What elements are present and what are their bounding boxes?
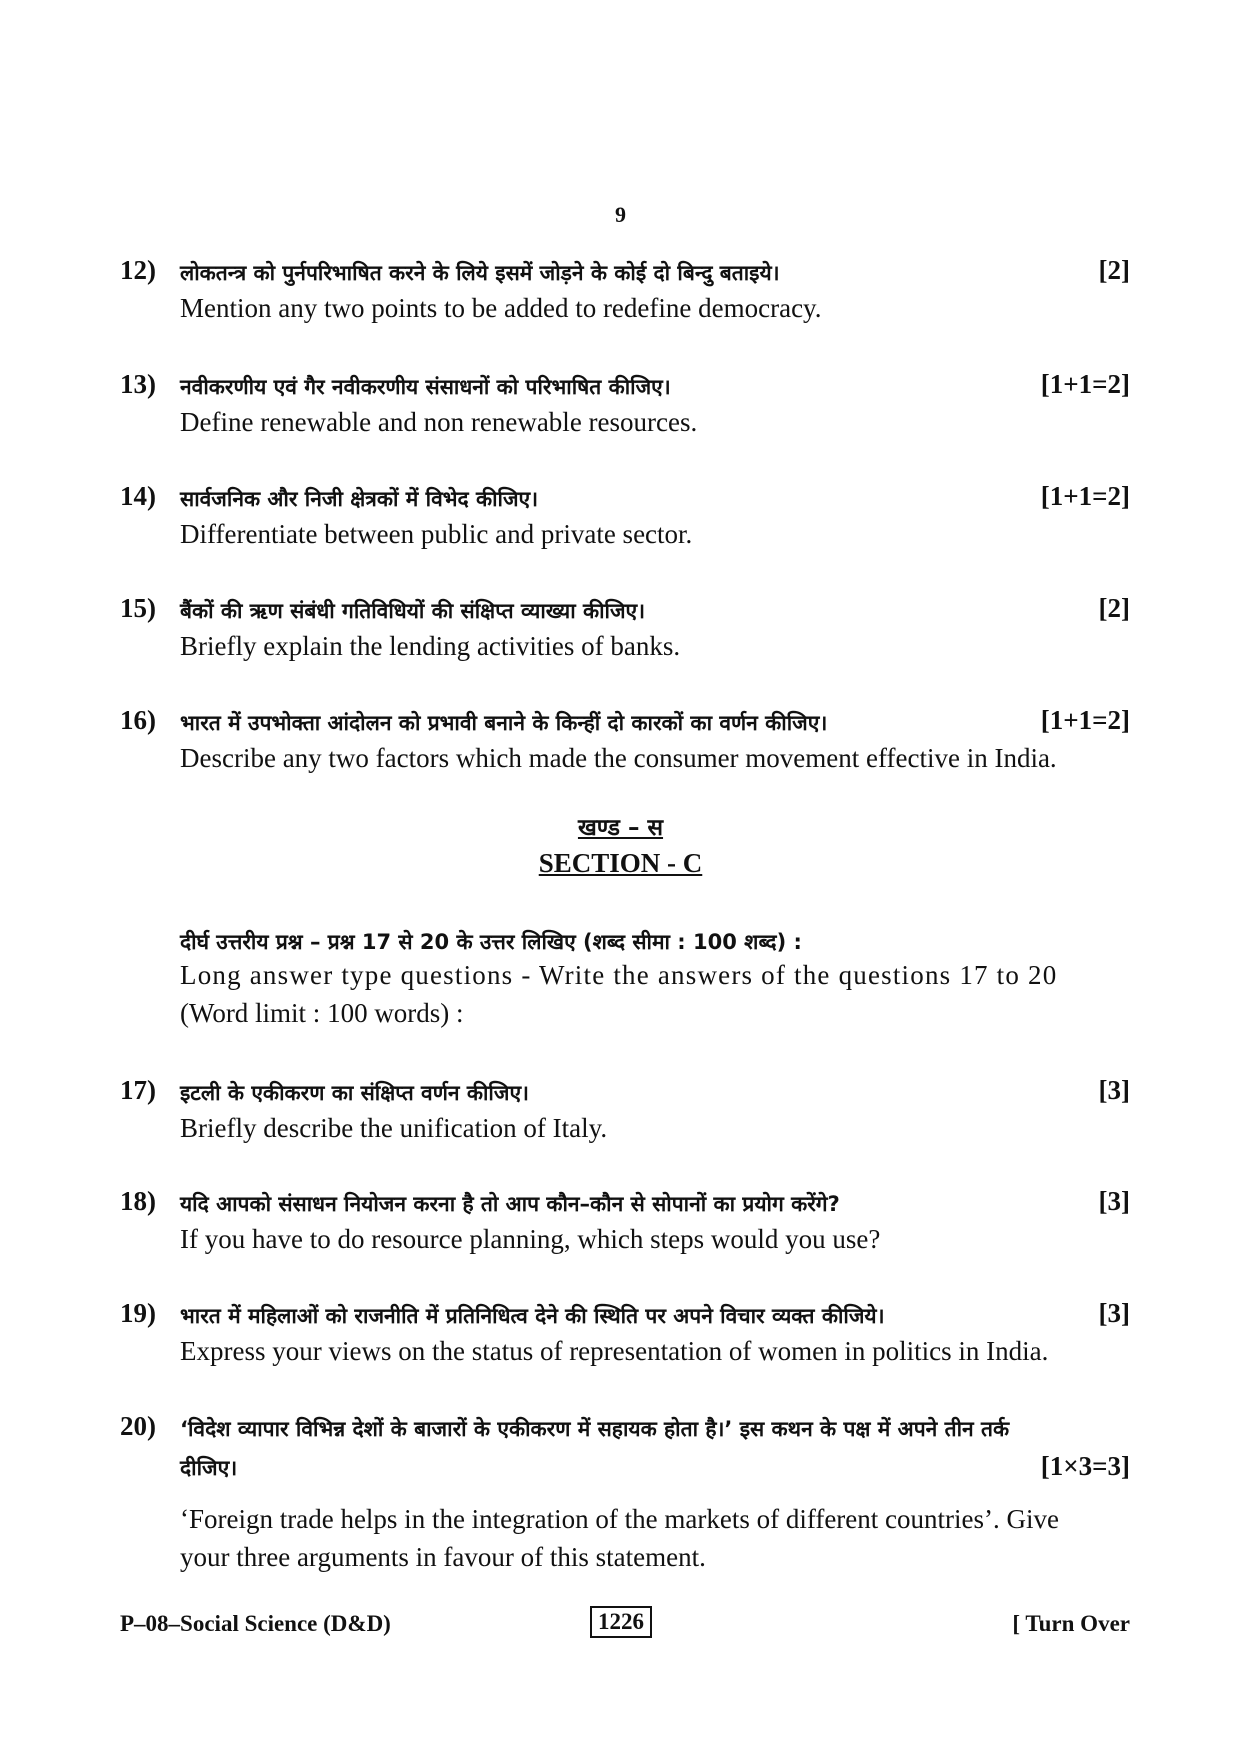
instructions-english-line1: Long answer type questions - Write the answers of the questions 17 to 20 bbox=[180, 960, 1058, 990]
section-heading-hindi-text: खण्ड – स bbox=[577, 815, 664, 841]
section-heading-hindi bbox=[0, 810, 1241, 842]
question-number: 12) bbox=[120, 255, 156, 285]
question-text-english-line2: your three arguments in favour of this statement. bbox=[180, 1542, 706, 1572]
question-text-hindi: इटली के एकीकरण का संक्षिप्त वर्णन कीजिए। bbox=[180, 1081, 530, 1105]
question-number: 16) bbox=[120, 705, 156, 735]
question-marks: [3] bbox=[1098, 1186, 1130, 1216]
footer-page-code: 1226 bbox=[590, 1606, 652, 1638]
question-text-english: Briefly describe the unification of Italy. bbox=[180, 1113, 608, 1143]
instructions-english-line2: (Word limit : 100 words) : bbox=[180, 998, 464, 1028]
question-text-hindi: लोकतन्त्र को पुर्नपरिभाषित करने के लिये इसमें जोड़ने के कोई दो बिन्दु बताइये। bbox=[180, 261, 780, 285]
question-number: 13) bbox=[120, 369, 156, 399]
question-number: 17) bbox=[120, 1075, 156, 1105]
question-text-english: Mention any two points to be added to redefine democracy. bbox=[180, 293, 822, 323]
question-text-hindi: भारत में महिलाओं को राजनीति में प्रतिनिधित्व देने की स्थिति पर अपने विचार व्यक्त कीजिये। bbox=[180, 1304, 885, 1328]
question-text-english: Express your views on the status of representation of women in politics in India. bbox=[180, 1336, 1049, 1366]
question-number: 20) bbox=[120, 1411, 156, 1441]
question-number: 18) bbox=[120, 1186, 156, 1216]
question-text-english: Briefly explain the lending activities of banks. bbox=[180, 631, 681, 661]
question-text-hindi: भारत में उपभोक्ता आंदोलन को प्रभावी बनाने के किन्हीं दो कारकों का वर्णन कीजिए। bbox=[180, 711, 828, 735]
question-number: 15) bbox=[120, 593, 156, 623]
question-text-hindi: यदि आपको संसाधन नियोजन करना है तो आप कौन–कौन से सोपानों का प्रयोग करेंगे? bbox=[180, 1192, 840, 1216]
question-text-english: If you have to do resource planning, which steps would you use? bbox=[180, 1224, 881, 1254]
question-text-english: Describe any two factors which made the consumer movement effective in India. bbox=[180, 743, 1057, 773]
question-marks: [3] bbox=[1098, 1075, 1130, 1105]
question-marks: [2] bbox=[1098, 255, 1130, 285]
question-marks: [2] bbox=[1098, 593, 1130, 623]
question-marks: [1+1=2] bbox=[1040, 369, 1130, 399]
question-text-english-line1: ‘Foreign trade helps in the integration of the markets of different countries’. Give bbox=[180, 1504, 1059, 1534]
section-heading-text: SECTION - C bbox=[538, 848, 703, 878]
question-marks: [1+1=2] bbox=[1040, 705, 1130, 735]
question-text-hindi: सार्वजनिक और निजी क्षेत्रकों में विभेद कीजिए। bbox=[180, 487, 539, 511]
section-heading bbox=[0, 848, 1241, 879]
question-text-english: Define renewable and non renewable resources. bbox=[180, 407, 698, 437]
question-20 bbox=[120, 1411, 1130, 1571]
question-text-hindi-line1: ‘विदेश व्यापार विभिन्न देशों के बाजारों के एकीकरण में सहायक होता है।’ इस कथन के पक्ष में अपने तीन तर्क bbox=[180, 1417, 1010, 1441]
footer-turn-over: [ Turn Over bbox=[1012, 1611, 1130, 1636]
instructions-hindi: दीर्घ उत्तरीय प्रश्न – प्रश्न 17 से 20 के उत्तर लिखिए (शब्द सीमा : 100 शब्द) : bbox=[180, 930, 802, 954]
question-marks: [3] bbox=[1098, 1298, 1130, 1328]
question-text-hindi-line2: दीजिए। bbox=[180, 1456, 238, 1480]
question-text-hindi: नवीकरणीय एवं गैर नवीकरणीय संसाधनों को परिभाषित कीजिए। bbox=[180, 375, 671, 399]
question-text-english: Differentiate between public and private sector. bbox=[180, 519, 693, 549]
question-marks: [1×3=3] bbox=[1040, 1451, 1130, 1481]
question-number: 14) bbox=[120, 481, 156, 511]
question-marks: [1+1=2] bbox=[1040, 481, 1130, 511]
question-text-hindi: बैंकों की ऋण संबंधी गतिविधियों की संक्षिप्त व्याख्या कीजिए। bbox=[180, 599, 646, 623]
question-number: 19) bbox=[120, 1298, 156, 1328]
footer-paper-code: P–08–Social Science (D&D) bbox=[120, 1611, 391, 1636]
page-number: 9 bbox=[615, 202, 626, 227]
